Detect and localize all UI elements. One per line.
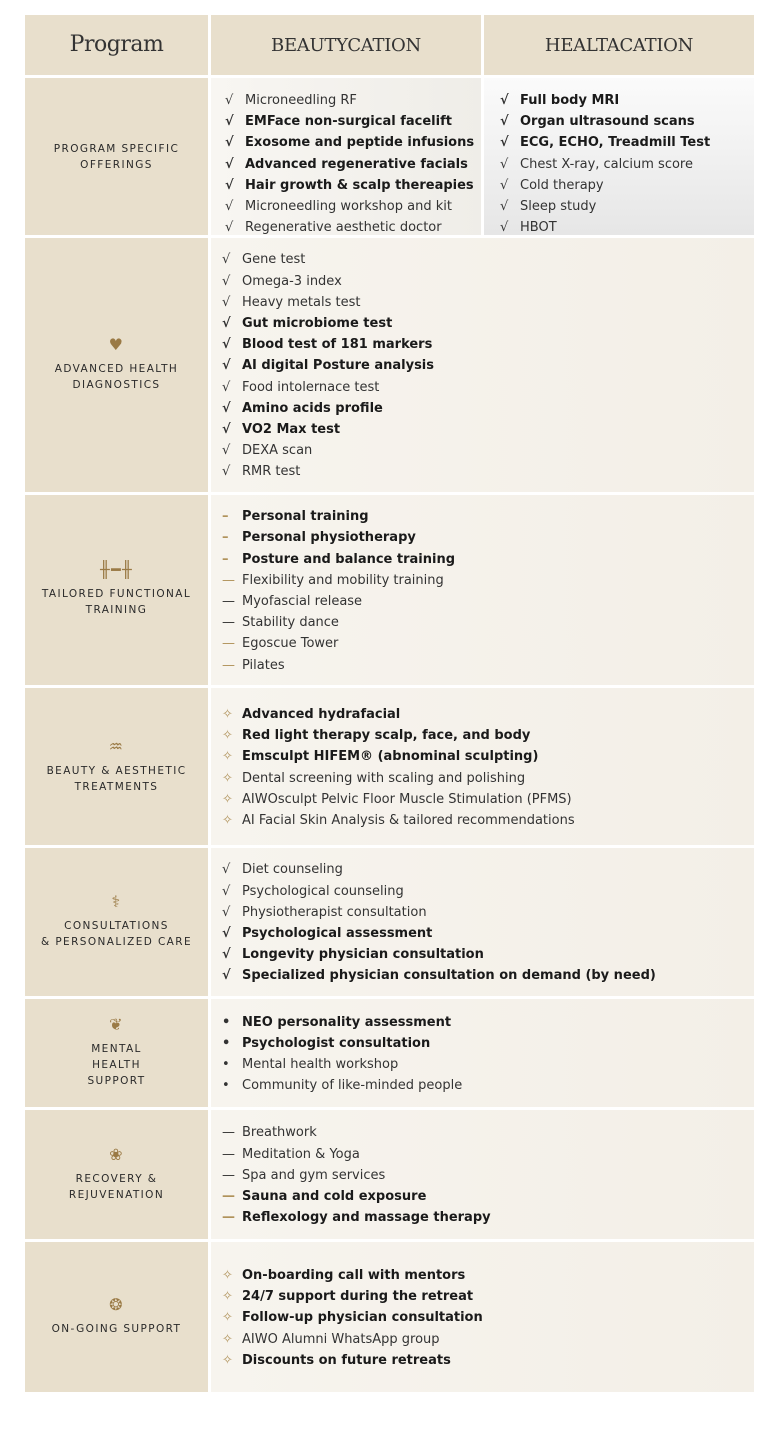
list-item <box>222 570 754 591</box>
row-label: PROGRAM SPECIFIC OFFERINGS <box>25 78 208 235</box>
item-text: Psychological counseling <box>242 883 404 899</box>
bullet-marker: — <box>222 1167 235 1183</box>
item-text: Emsculpt HIFEM® (abnominal sculpting) <box>242 749 539 765</box>
list-item <box>222 655 754 676</box>
bullet-marker: √ <box>225 220 234 236</box>
item-text: Cold therapy <box>520 177 604 193</box>
list-item <box>222 549 754 570</box>
row-items <box>211 238 754 492</box>
item-text: Full body MRI <box>520 93 620 108</box>
list-item <box>222 746 754 767</box>
list-item <box>222 704 754 725</box>
bullet-marker: – <box>222 509 229 525</box>
row-label: MENTAL HEALTH SUPPORT <box>87 1043 146 1087</box>
list-item <box>225 111 481 132</box>
item-text: Chest X-ray, calcium score <box>520 156 693 172</box>
list-item <box>222 965 754 986</box>
bullet-marker: — <box>222 615 235 631</box>
row-items <box>211 688 754 845</box>
table-row <box>25 1242 754 1392</box>
item-text: AIWOsculpt Pelvic Floor Muscle Stimulation (PFMS) <box>242 791 572 807</box>
item-text: Amino acids profile <box>242 400 383 416</box>
list-item <box>500 90 754 111</box>
brain-icon: ❦ <box>109 1015 124 1034</box>
bullet-marker: ✧ <box>222 749 233 765</box>
bullet-marker: ✧ <box>222 1331 233 1347</box>
bullet-marker: — <box>222 572 235 588</box>
item-text: Egoscue Tower <box>242 636 339 652</box>
list-item <box>222 1350 754 1371</box>
healtacation-offerings <box>484 78 754 235</box>
program-comparison-table <box>25 15 754 1395</box>
item-text: Red light therapy scalp, face, and body <box>242 728 531 744</box>
bullet-marker: – <box>222 551 229 567</box>
item-text: Microneedling RF <box>245 93 357 108</box>
bullet-marker: • <box>222 1035 231 1051</box>
bullet-marker: √ <box>225 177 234 193</box>
row-label: CONSULTATIONS & PERSONALIZED CARE <box>41 920 192 948</box>
bullet-marker: √ <box>222 883 231 899</box>
row-items <box>211 999 754 1107</box>
healtacation-header: HEALTACATION <box>484 15 754 75</box>
item-text: Discounts on future retreats <box>242 1352 451 1368</box>
item-text: Organ ultrasound scans <box>520 114 695 130</box>
bullet-marker: – <box>222 530 229 546</box>
bullet-marker: √ <box>222 904 231 920</box>
bullet-marker: √ <box>225 135 234 151</box>
row-label-cell <box>25 688 208 845</box>
bullet-marker: √ <box>222 379 231 395</box>
table-row <box>25 495 754 685</box>
list-item <box>222 1033 754 1054</box>
item-text: Gut microbiome test <box>242 316 393 331</box>
list-item <box>222 881 754 902</box>
item-text: Psychological assessment <box>242 926 433 941</box>
list-item <box>225 90 481 111</box>
item-text: Stability dance <box>242 615 339 631</box>
item-text: Microneedling workshop and kit <box>245 199 452 215</box>
list-item <box>500 175 754 196</box>
list-item <box>500 154 754 175</box>
list-item <box>222 527 754 548</box>
list-item <box>222 1122 754 1143</box>
header-row <box>25 15 754 75</box>
item-text: Advanced regenerative facials <box>245 156 468 172</box>
bullet-marker: ✧ <box>222 1289 233 1305</box>
row-items <box>211 848 754 996</box>
list-item <box>222 1012 754 1033</box>
bullet-marker: — <box>222 594 235 609</box>
item-text: Spa and gym services <box>242 1167 386 1183</box>
bullet-marker: √ <box>222 358 231 374</box>
bullet-marker: √ <box>225 114 234 130</box>
item-text: HBOT <box>520 220 557 236</box>
list-item <box>222 1075 754 1096</box>
list-item <box>222 725 754 746</box>
bullet-marker: — <box>222 657 235 673</box>
bullet-marker: √ <box>500 156 509 172</box>
row-items <box>211 1110 754 1239</box>
row-label: ADVANCED HEALTH DIAGNOSTICS <box>54 363 179 391</box>
list-item <box>222 612 754 633</box>
item-text: Regenerative aesthetic doctor <box>245 220 442 236</box>
bullet-marker: √ <box>222 862 231 878</box>
bullet-marker: ✧ <box>222 770 233 786</box>
program-specific-row <box>25 78 754 235</box>
list-item <box>222 768 754 789</box>
list-item <box>222 1307 754 1328</box>
list-item <box>222 591 754 612</box>
row-items <box>211 1242 754 1392</box>
item-text: Reflexology and massage therapy <box>242 1210 491 1226</box>
item-text: Longevity physician consultation <box>242 947 484 963</box>
list-item <box>222 944 754 965</box>
bullet-marker: √ <box>225 199 234 215</box>
beautycation-offerings <box>211 78 481 235</box>
list-item <box>222 633 754 654</box>
dumbbell-icon: ╫━╫ <box>99 560 134 579</box>
list-item <box>500 111 754 132</box>
list-item <box>222 249 754 270</box>
bullet-marker: √ <box>222 273 231 289</box>
row-items <box>211 495 754 685</box>
doctor-icon: ⚕ <box>111 892 122 911</box>
table-row <box>25 848 754 996</box>
lotus-icon: ❀ <box>109 1144 124 1164</box>
list-item <box>225 132 481 153</box>
bullet-marker: ✧ <box>222 1310 233 1326</box>
item-text: AI digital Posture analysis <box>242 358 434 374</box>
item-text: Personal physiotherapy <box>242 530 416 546</box>
bullet-marker: ✧ <box>222 812 233 828</box>
list-item <box>222 1144 754 1165</box>
bullet-marker: √ <box>500 220 509 236</box>
support-icon: ❂ <box>109 1295 124 1314</box>
item-text: Follow-up physician consultation <box>242 1310 483 1326</box>
item-text: Physiotherapist consultation <box>242 904 427 920</box>
bullet-marker: √ <box>222 443 231 459</box>
item-text: Posture and balance training <box>242 551 456 567</box>
list-item <box>500 217 754 238</box>
hair-face-icon: ♒ <box>108 736 125 756</box>
item-text: ECG, ECHO, Treadmill Test <box>520 135 711 151</box>
row-label: RECOVERY & REJUVENATION <box>68 1172 165 1201</box>
item-text: RMR test <box>242 464 301 480</box>
row-label-cell <box>25 999 208 1107</box>
bullet-marker: √ <box>500 135 509 151</box>
list-item <box>222 398 754 419</box>
list-item <box>222 902 754 923</box>
program-header: Program <box>25 15 208 75</box>
beautycation-header: BEAUTYCATION <box>211 15 481 75</box>
bullet-marker: √ <box>500 199 509 215</box>
item-text: AIWO Alumni WhatsApp group <box>242 1331 440 1347</box>
bullet-marker: √ <box>222 294 231 310</box>
item-text: Pilates <box>242 657 285 673</box>
list-item <box>222 355 754 376</box>
table-row <box>25 999 754 1107</box>
list-item <box>225 196 481 217</box>
item-text: NEO personality assessment <box>242 1014 452 1030</box>
item-text: Heavy metals test <box>242 294 361 310</box>
item-text: Exosome and peptide infusions <box>245 135 475 151</box>
list-item <box>222 923 754 944</box>
item-text: Sleep study <box>520 199 597 215</box>
table-row <box>25 688 754 845</box>
list-item <box>222 334 754 355</box>
item-text: EMFace non-surgical facelift <box>245 114 452 130</box>
bullet-marker: √ <box>222 316 231 331</box>
bullet-marker: ✧ <box>222 728 233 744</box>
list-item <box>500 196 754 217</box>
bullet-marker: √ <box>500 177 509 193</box>
list-item <box>222 313 754 334</box>
item-text: Specialized physician consultation on demand (by need) <box>242 968 656 984</box>
list-item <box>222 506 754 527</box>
bullet-marker: √ <box>222 947 231 963</box>
bullet-marker: √ <box>225 156 234 172</box>
row-label-cell <box>25 848 208 996</box>
list-item <box>222 271 754 292</box>
bullet-marker: — <box>222 636 235 652</box>
list-item <box>222 789 754 810</box>
item-text: DEXA scan <box>242 443 313 459</box>
item-text: Psychologist consultation <box>242 1035 431 1051</box>
item-text: Blood test of 181 markers <box>242 337 433 353</box>
item-text: On-boarding call with mentors <box>242 1267 466 1283</box>
list-item <box>222 461 754 482</box>
item-text: Advanced hydrafacial <box>242 706 401 722</box>
bullet-marker: — <box>222 1125 235 1141</box>
row-label: BEAUTY & AESTHETIC TREATMENTS <box>46 764 187 793</box>
list-item <box>222 377 754 398</box>
item-text: Sauna and cold exposure <box>242 1189 427 1205</box>
item-text: Myofascial release <box>242 594 363 609</box>
bullet-marker: √ <box>222 422 231 438</box>
bullet-marker: √ <box>222 464 231 480</box>
bullet-marker: √ <box>225 93 234 108</box>
item-text: Hair growth & scalp thereapies <box>245 177 474 193</box>
list-item <box>222 440 754 461</box>
bullet-marker: — <box>222 1146 235 1162</box>
bullet-marker: √ <box>500 93 509 108</box>
item-text: Breathwork <box>242 1125 317 1141</box>
item-text: AI Facial Skin Analysis & tailored recommendations <box>242 812 575 828</box>
bullet-marker: ✧ <box>222 1352 233 1368</box>
list-item <box>222 1329 754 1350</box>
bullet-marker: ✧ <box>222 706 233 722</box>
item-text: Food intolernace test <box>242 379 380 395</box>
item-text: Flexibility and mobility training <box>242 572 444 588</box>
item-text: Dental screening with scaling and polishing <box>242 770 526 786</box>
bullet-marker: √ <box>222 337 231 353</box>
item-text: Gene test <box>242 252 306 268</box>
table-row <box>25 238 754 492</box>
bullet-marker: • <box>222 1057 230 1072</box>
item-text: 24/7 support during the retreat <box>242 1289 474 1305</box>
list-item <box>222 1265 754 1286</box>
list-item <box>225 217 481 238</box>
bullet-marker: — <box>222 1189 235 1205</box>
item-text: VO2 Max test <box>242 422 341 438</box>
bullet-marker: ✧ <box>222 1267 233 1283</box>
bullet-marker: • <box>222 1078 230 1094</box>
bullet-marker: • <box>222 1014 231 1030</box>
heart-icon: ♥ <box>108 335 125 354</box>
row-label-cell <box>25 495 208 685</box>
list-item <box>222 859 754 880</box>
bullet-marker: √ <box>222 968 231 984</box>
list-item <box>222 1207 754 1228</box>
list-item <box>222 1165 754 1186</box>
list-item <box>222 810 754 831</box>
item-text: Diet counseling <box>242 862 343 878</box>
bullet-marker: √ <box>222 400 231 416</box>
bullet-marker: √ <box>222 252 231 268</box>
table-row <box>25 1110 754 1239</box>
item-text: Mental health workshop <box>242 1057 399 1072</box>
list-item <box>222 1054 754 1075</box>
list-item <box>225 154 481 175</box>
item-text: Meditation & Yoga <box>242 1146 360 1162</box>
list-item <box>222 1186 754 1207</box>
list-item <box>222 292 754 313</box>
bullet-marker: √ <box>500 114 509 130</box>
item-text: Community of like-minded people <box>242 1078 463 1094</box>
list-item <box>222 419 754 440</box>
row-label: TAILORED FUNCTIONAL TRAINING <box>41 588 192 616</box>
row-label-cell <box>25 238 208 492</box>
item-text: Personal training <box>242 509 369 525</box>
row-label-cell <box>25 1110 208 1239</box>
list-item <box>500 132 754 153</box>
list-item <box>222 1286 754 1307</box>
row-label: ON-GOING SUPPORT <box>51 1323 182 1335</box>
list-item <box>225 175 481 196</box>
bullet-marker: ✧ <box>222 791 233 807</box>
bullet-marker: — <box>222 1210 235 1226</box>
bullet-marker: √ <box>222 926 231 941</box>
item-text: Omega-3 index <box>242 273 342 289</box>
row-label-cell <box>25 1242 208 1392</box>
